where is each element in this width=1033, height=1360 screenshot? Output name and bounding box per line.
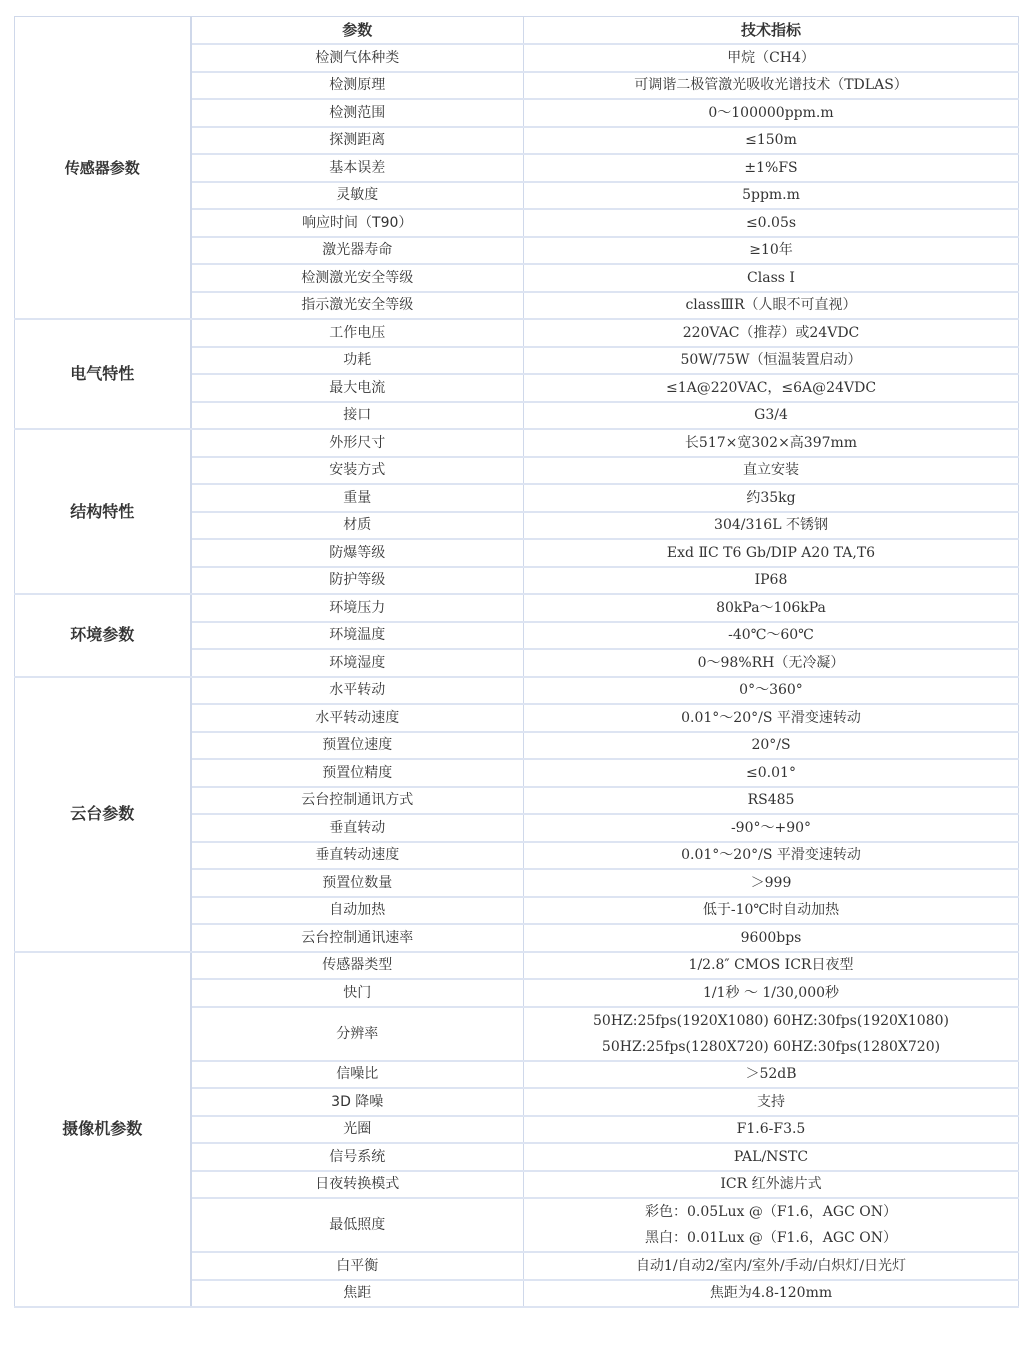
- param-name: 激光器寿命: [191, 237, 524, 265]
- param-value: ICR 红外滤片式: [524, 1171, 1019, 1199]
- param-name: 检测原理: [191, 72, 524, 100]
- param-name: 分辨率: [191, 1007, 524, 1061]
- header-spec: 技术指标: [524, 17, 1019, 45]
- param-value: Class I: [524, 264, 1019, 292]
- group-label: 结构特性: [15, 429, 191, 594]
- param-value: 可调谐二极管激光吸收光谱技术（TDLAS）: [524, 72, 1019, 100]
- param-name: 环境压力: [191, 594, 524, 622]
- group-label: 环境参数: [15, 594, 191, 677]
- param-name: 重量: [191, 484, 524, 512]
- param-name: 防护等级: [191, 567, 524, 595]
- param-value: 0°～360°: [524, 677, 1019, 705]
- param-value: 低于-10℃时自动加热: [524, 897, 1019, 925]
- header-row: [15, 17, 1019, 45]
- param-value: 304/316L 不锈钢: [524, 512, 1019, 540]
- param-name: 最低照度: [191, 1198, 524, 1252]
- param-value: 1/1秒 ～ 1/30,000秒: [524, 979, 1019, 1007]
- param-name: 焦距: [191, 1280, 524, 1308]
- param-value: G3/4: [524, 402, 1019, 430]
- param-value-line: 彩色：0.05Lux @（F1.6，AGC ON）: [645, 1204, 897, 1220]
- param-name: 日夜转换模式: [191, 1171, 524, 1199]
- param-value: RS485: [524, 787, 1019, 815]
- param-value: ≤0.01°: [524, 759, 1019, 787]
- param-name: 安装方式: [191, 457, 524, 485]
- param-value: 20°/S: [524, 732, 1019, 760]
- param-value: 甲烷（CH4）: [524, 44, 1019, 72]
- param-value: 长517×宽302×高397mm: [524, 429, 1019, 457]
- param-value: 支持: [524, 1088, 1019, 1116]
- param-name: 垂直转动: [191, 814, 524, 842]
- header-param: 参数: [191, 17, 524, 45]
- param-value: [524, 1198, 1019, 1252]
- param-name: 接口: [191, 402, 524, 430]
- param-value: 0.01°～20°/S 平滑变速转动: [524, 704, 1019, 732]
- param-name: 最大电流: [191, 374, 524, 402]
- param-name: 云台控制通讯速率: [191, 924, 524, 952]
- table-row: [15, 677, 1019, 705]
- param-value: -40℃～60℃: [524, 622, 1019, 650]
- param-value: F1.6-F3.5: [524, 1116, 1019, 1144]
- param-value: 1/2.8″ CMOS ICR日夜型: [524, 952, 1019, 980]
- param-name: 信号系统: [191, 1143, 524, 1171]
- param-name: 基本误差: [191, 154, 524, 182]
- param-name: 环境湿度: [191, 649, 524, 677]
- param-value: 9600bps: [524, 924, 1019, 952]
- param-value: ≤0.05s: [524, 209, 1019, 237]
- param-name: 环境温度: [191, 622, 524, 650]
- param-value: 5ppm.m: [524, 182, 1019, 210]
- param-value: ≥10年: [524, 237, 1019, 265]
- param-value: ＞52dB: [524, 1061, 1019, 1089]
- param-name: 工作电压: [191, 319, 524, 347]
- param-value: ±1%FS: [524, 154, 1019, 182]
- param-value: -90°～+90°: [524, 814, 1019, 842]
- param-value: 直立安装: [524, 457, 1019, 485]
- param-value: 0.01°～20°/S 平滑变速转动: [524, 842, 1019, 870]
- param-name: 云台控制通讯方式: [191, 787, 524, 815]
- param-name: 指示激光安全等级: [191, 292, 524, 320]
- param-name: 功耗: [191, 347, 524, 375]
- table-row: [15, 952, 1019, 980]
- table-row: [15, 319, 1019, 347]
- table-row: [15, 429, 1019, 457]
- param-name: 外形尺寸: [191, 429, 524, 457]
- param-value: IP68: [524, 567, 1019, 595]
- spec-table: [14, 16, 1019, 1308]
- param-name: 光圈: [191, 1116, 524, 1144]
- param-name: 预置位精度: [191, 759, 524, 787]
- param-name: 检测气体种类: [191, 44, 524, 72]
- param-name: 垂直转动速度: [191, 842, 524, 870]
- param-name: 白平衡: [191, 1252, 524, 1280]
- param-value: Exd ⅡC T6 Gb/DIP A20 TA,T6: [524, 539, 1019, 567]
- param-value: 80kPa～106kPa: [524, 594, 1019, 622]
- table-row: [15, 594, 1019, 622]
- param-value-line: 50HZ:25fps(1280X720) 60HZ:30fps(1280X720): [601, 1038, 941, 1055]
- param-name: 响应时间（T90）: [191, 209, 524, 237]
- param-value: 50W/75W（恒温装置启动）: [524, 347, 1019, 375]
- group-label: 云台参数: [15, 677, 191, 952]
- param-value-line: 黑白：0.01Lux @（F1.6，AGC ON）: [645, 1230, 897, 1246]
- param-name: 防爆等级: [191, 539, 524, 567]
- param-name: 3D 降噪: [191, 1088, 524, 1116]
- group-label: 摄像机参数: [15, 952, 191, 1308]
- group-label: 传感器参数: [15, 17, 191, 320]
- group-label: 电气特性: [15, 319, 191, 429]
- param-name: 探测距离: [191, 127, 524, 155]
- param-value: 0～98%RH（无冷凝）: [524, 649, 1019, 677]
- param-value: ≤1A@220VAC，≤6A@24VDC: [524, 374, 1019, 402]
- param-name: 水平转动: [191, 677, 524, 705]
- param-value: 焦距为4.8-120mm: [524, 1280, 1019, 1308]
- param-name: 预置位数量: [191, 869, 524, 897]
- param-name: 水平转动速度: [191, 704, 524, 732]
- param-value-line: 50HZ:25fps(1920X1080) 60HZ:30fps(1920X1080): [593, 1012, 949, 1029]
- param-name: 信噪比: [191, 1061, 524, 1089]
- param-name: 快门: [191, 979, 524, 1007]
- param-value: 自动1/自动2/室内/室外/手动/白炽灯/日光灯: [524, 1252, 1019, 1280]
- param-value: [524, 1007, 1019, 1061]
- param-name: 材质: [191, 512, 524, 540]
- param-value: 220VAC（推荐）或24VDC: [524, 319, 1019, 347]
- param-value: classⅢR（人眼不可直视）: [524, 292, 1019, 320]
- param-name: 灵敏度: [191, 182, 524, 210]
- param-value: ≤150m: [524, 127, 1019, 155]
- param-value: PAL/NSTC: [524, 1143, 1019, 1171]
- param-name: 检测激光安全等级: [191, 264, 524, 292]
- param-name: 检测范围: [191, 99, 524, 127]
- param-name: 预置位速度: [191, 732, 524, 760]
- param-value: ＞999: [524, 869, 1019, 897]
- param-name: 传感器类型: [191, 952, 524, 980]
- param-value: 约35kg: [524, 484, 1019, 512]
- param-name: 自动加热: [191, 897, 524, 925]
- param-value: 0～100000ppm.m: [524, 99, 1019, 127]
